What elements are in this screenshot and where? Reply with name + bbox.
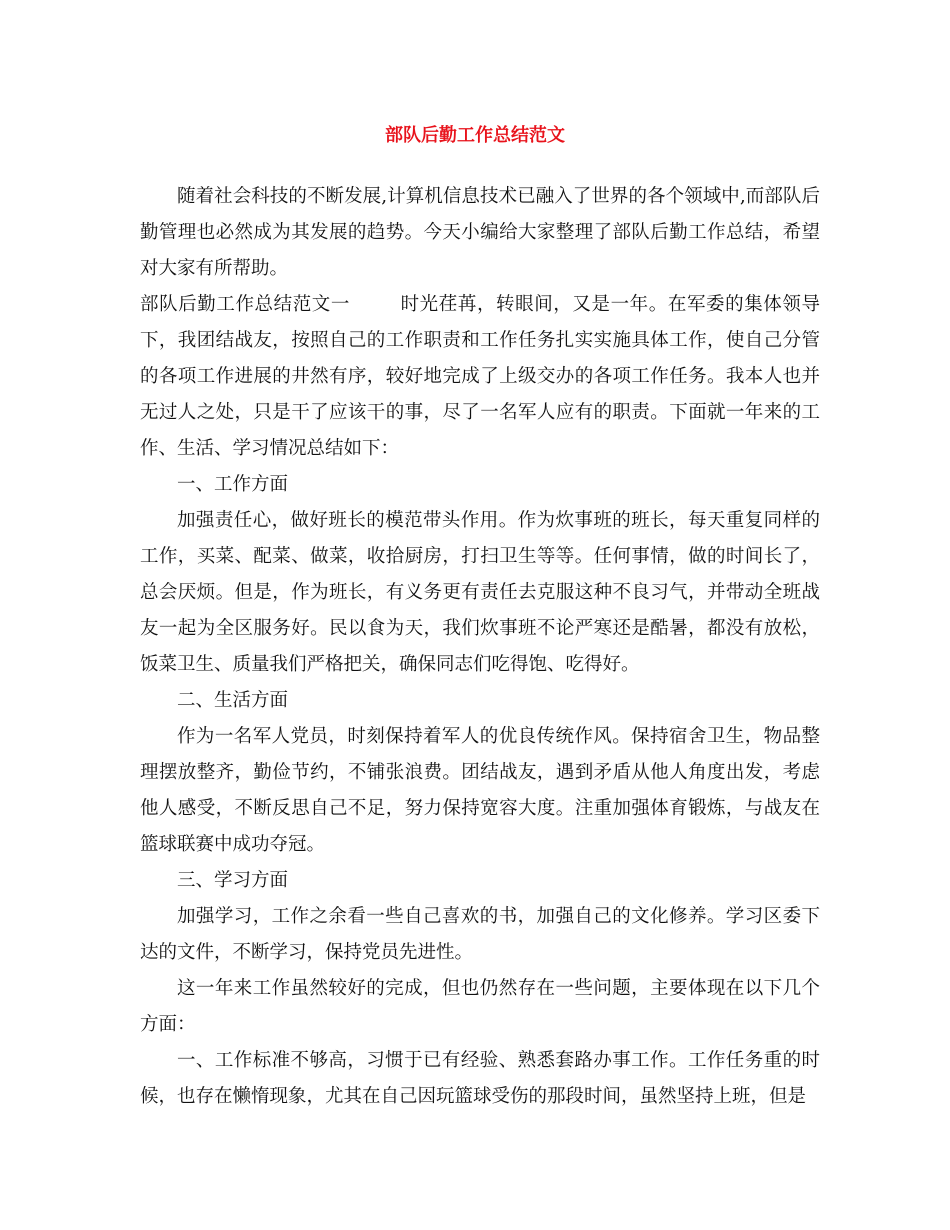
life-paragraph: 作为一名军人党员，时刻保持着军人的优良传统作风。保持宿舍卫生，物品整理摆放整齐，勤俭节约，不铺张浪费。团结战友，遇到矛盾从他人角度出发，考虑他人感受，不断反思自己不足，努力保持宽容大度。注重加强体育锻炼，与战友在篮球联赛中成功夺冠。 <box>140 726 820 855</box>
section-label: 部队后勤工作总结范文一 <box>140 294 350 315</box>
work-paragraph: 加强责任心，做好班长的模范带头作用。作为炊事班的班长，每天重复同样的工作，买菜、配菜、做菜，收拾厨房，打扫卫生等等。任何事情，做的时间长了，总会厌烦。但是，作为班长，有义务更有责任去克服这种不良习气，并带动全班战友一起为全区服务好。民以食为天，我们炊事班不论严寒还是酷暑，都没有放松，饭菜卫生、质量我们严格把关，确保同志们吃得饱、吃得好。 <box>140 510 820 675</box>
document-body <box>140 179 820 1115</box>
heading-life: 二、生活方面 <box>177 690 289 711</box>
heading-work: 一、工作方面 <box>177 474 289 495</box>
section-opening-paragraph <box>140 287 820 467</box>
document-title: 部队后勤工作总结范文 <box>385 125 565 146</box>
study-paragraph: 加强学习，工作之余看一些自己喜欢的书，加强自己的文化修养。学习区委下达的文件，不断学习，保持党员先进性。 <box>140 906 820 963</box>
problem-one-paragraph: 一、工作标准不够高，习惯于已有经验、熟悉套路办事工作。工作任务重的时候，也存在懒惰现象，尤其在自己因玩篮球受伤的那段时间，虽然坚持上班，但是 <box>140 1050 820 1107</box>
intro-paragraph: 随着社会科技的不断发展,计算机信息技术已融入了世界的各个领域中,而部队后勤管理也必然成为其发展的趋势。今天小编给大家整理了部队后勤工作总结，希望对大家有所帮助。 <box>140 186 820 279</box>
problems-paragraph: 这一年来工作虽然较好的完成，但也仍然存在一些问题，主要体现在以下几个方面： <box>140 978 820 1035</box>
heading-study: 三、学习方面 <box>177 870 289 891</box>
section-opening-text: 时光荏苒，转眼间，又是一年。在军委的集体领导下，我团结战友，按照自己的工作职责和工作任务扎实实施具体工作，使自己分管的各项工作进展的井然有序，较好地完成了上级交办的各项工作任务。我本人也并无过人之处，只是干了应该干的事，尽了一名军人应有的职责。下面就一年来的工作、生活、学习情况总结如下： <box>140 294 820 459</box>
